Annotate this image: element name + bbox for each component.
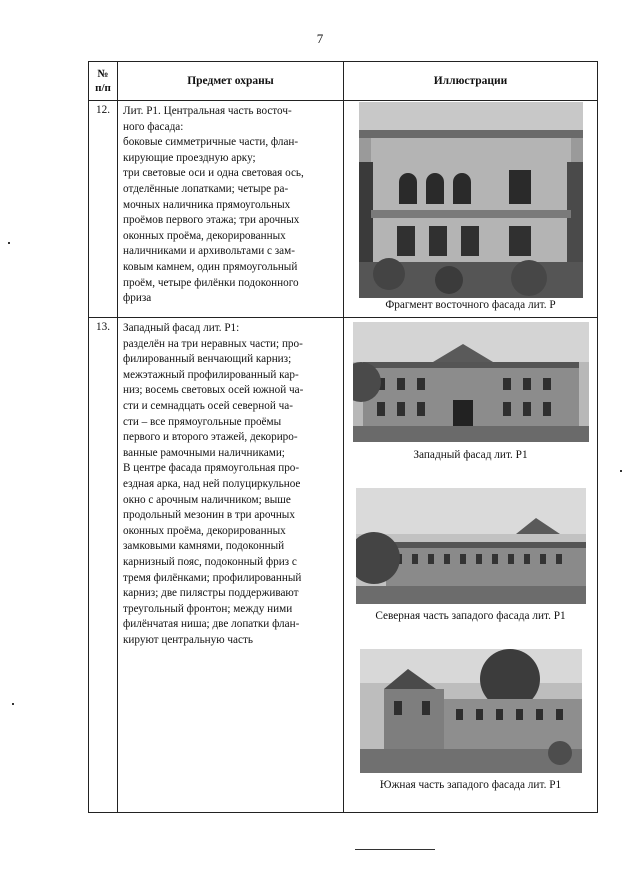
- header-illustrations: Иллюстрации: [344, 62, 598, 101]
- row-number: 12.: [96, 104, 110, 116]
- subject-text: Лит. Р1. Центральная часть восточ- ного фасада: боковые симметричные части, флан- кирующие проездную арку; три световые оси и одна световая ось, отделённые лопатками; четыре ра- мочных наличника прямоугольных проёмов первого этажа; три арочных оконных проёма, декорированных наличниками и архивольтами с зам- ковым камнем, один прямоугольный проём, четыре филёнки подоконного фриза: [123, 105, 304, 305]
- illustration-cell: [344, 101, 598, 318]
- photo-caption: Южная часть западого фасада лит. Р1: [379, 779, 562, 791]
- subject-cell: [118, 101, 344, 318]
- illustration-cell: [344, 318, 598, 813]
- photo-west-facade-south: [360, 649, 582, 773]
- protection-subject-table: [88, 61, 598, 813]
- header-num: № п/п: [89, 62, 118, 101]
- row-number-cell: [89, 318, 118, 813]
- row-number-cell: [89, 101, 118, 318]
- photo-west-facade-north: [356, 488, 586, 604]
- photo-caption: Северная часть западого фасада лит. Р1: [375, 610, 566, 622]
- scan-mark: [8, 242, 10, 244]
- subject-text: Западный фасад лит. Р1: разделён на три неравных части; про- филированный венчающий карниз; межэтажный профилированный кар- низ; восемь световых осей южной ча- сти и семнадцать осей северной ча- сти – все прямоугольные проёмы первого и второго этажей, декориро- ванные рамочными наличниками; В центре фасада прямоугольная про- ездная арка, над ней полуциркульное окно с арочным наличником; выше продольный мезонин в три арочных оконных проёма, декорированных замковыми камнями, подоконный карнизный пояс, подоконный фриз с тремя филёнками; профилированный карниз; две пилястры поддерживают треугольный фронтон; между ними филёнчатая ниша; две лопатки флан- кируют центральную часть: [123, 322, 304, 646]
- page-number: 7: [316, 31, 324, 46]
- table-row: [89, 318, 598, 813]
- subject-cell: [118, 318, 344, 813]
- scan-mark: [355, 849, 435, 850]
- scan-mark: [12, 703, 14, 705]
- table-row: [89, 101, 598, 318]
- header-subject: Предмет охраны: [118, 62, 344, 101]
- scan-mark: [620, 470, 622, 472]
- photo-caption: Фрагмент восточного фасада лит. Р: [385, 299, 556, 311]
- table-header-row: [89, 62, 598, 101]
- row-number: 13.: [96, 321, 110, 333]
- photo-caption: Западный фасад лит. Р1: [413, 449, 528, 461]
- photo-east-facade-fragment: [359, 102, 583, 298]
- photo-west-facade: [353, 322, 589, 442]
